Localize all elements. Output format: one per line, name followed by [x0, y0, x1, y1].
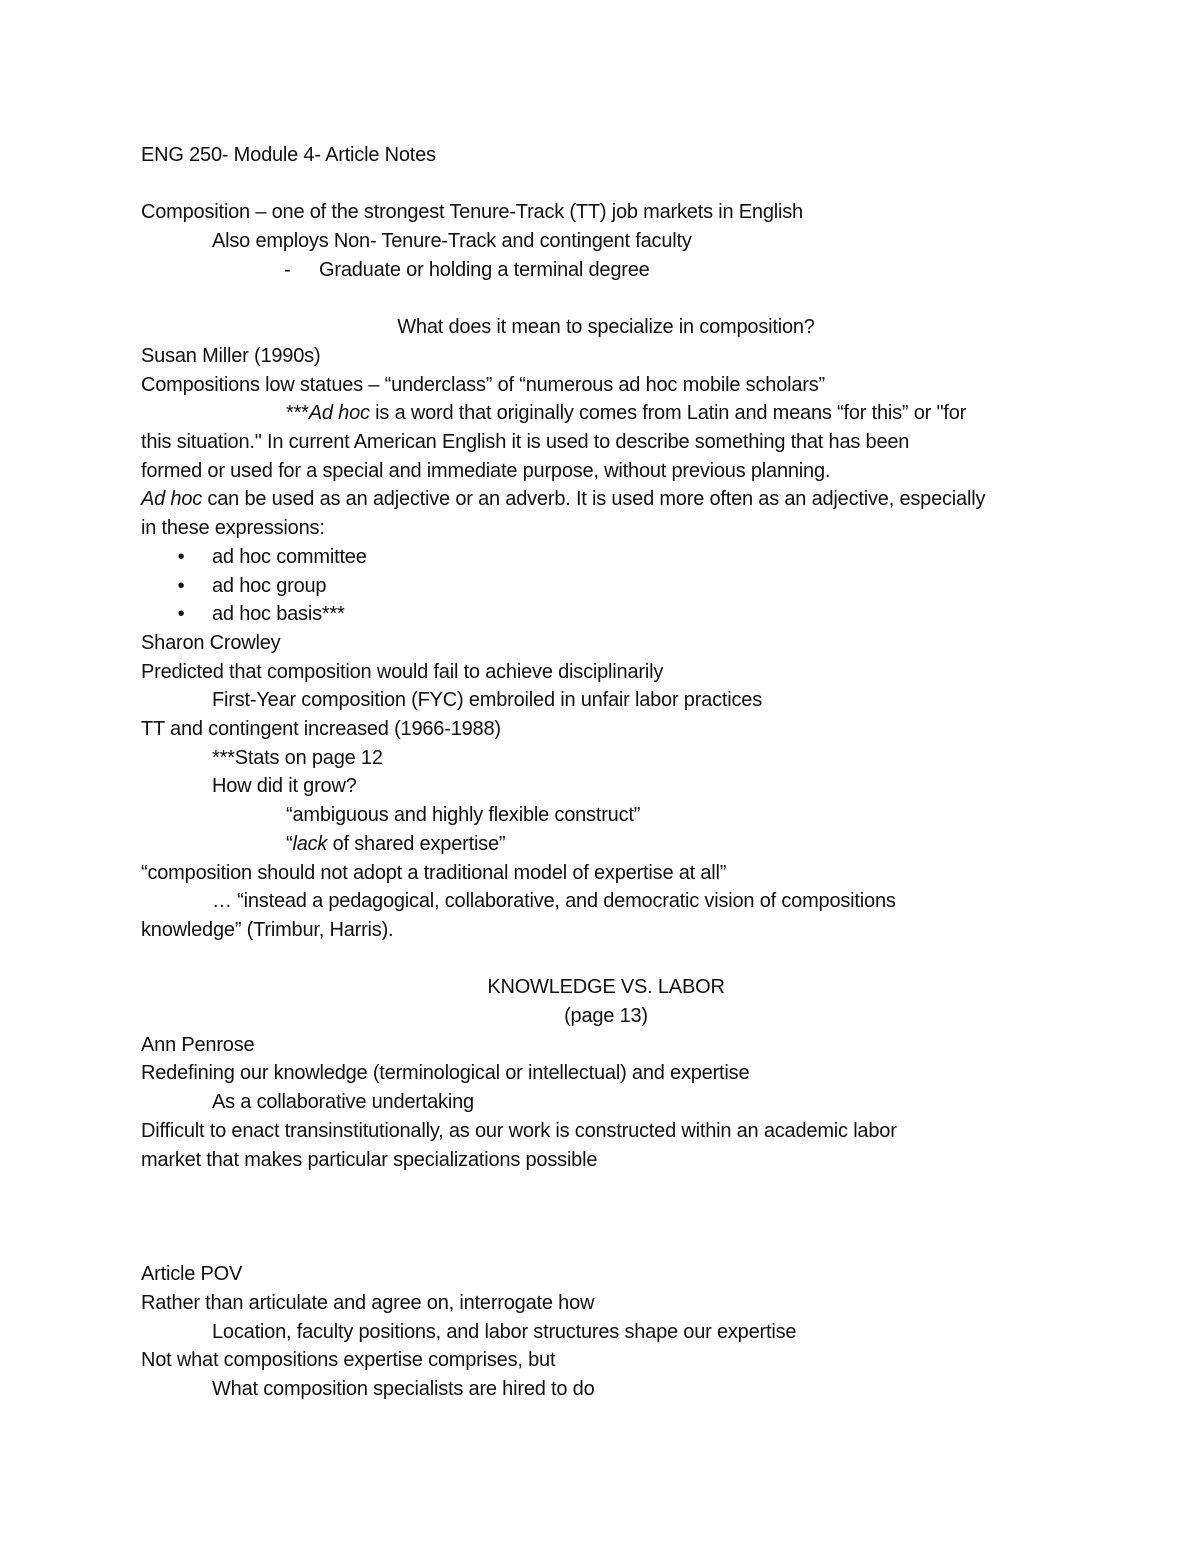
document-title: ENG 250- Module 4- Article Notes	[141, 144, 436, 166]
miller-statement: Compositions low statues – “underclass” of “numerous ad hoc mobile scholars”	[141, 373, 825, 396]
blank-line	[141, 1203, 1071, 1232]
crowley-quote4-line1: … “instead a pedagogical, collaborative, and democratic vision of compositions	[212, 890, 896, 913]
quote-open: “	[286, 832, 293, 855]
usage-text: can be used as an adjective or an adverb. It is used more often as an adjective, especially	[202, 488, 986, 511]
crowley-quote4-line2: knowledge” (Trimbur, Harris).	[141, 918, 394, 941]
list-item	[171, 600, 1071, 629]
pov-heading: Article POV	[141, 1263, 243, 1286]
document-body	[141, 141, 1071, 1404]
crowley-prediction: Predicted that composition would fail to achieve disciplinarily	[141, 660, 664, 683]
crowley-growth-question: How did it grow?	[212, 775, 357, 798]
definition-term: Ad hoc	[308, 402, 370, 425]
dash-list-item	[141, 256, 1071, 285]
pov-line2: Location, faculty positions, and labor structures shape our expertise	[212, 1320, 797, 1343]
usage-term: Ad hoc	[141, 488, 203, 511]
bullet-icon: •	[177, 574, 185, 597]
blank-line	[141, 285, 1071, 314]
adhoc-definition-line1	[141, 399, 1071, 428]
blank-line	[141, 1232, 1071, 1261]
crowley-increase: TT and contingent increased (1966-1988)	[141, 718, 501, 741]
penrose-name: Ann Penrose	[141, 1033, 255, 1056]
pov-line3: Not what compositions expertise comprises, but	[141, 1349, 556, 1372]
penrose-line3: Difficult to enact transinstitutionally, as our work is constructed within an academic labor	[141, 1119, 897, 1142]
bullet-icon: •	[177, 545, 185, 568]
adhoc-definition-line3: formed or used for a special and immediate purpose, without previous planning.	[141, 459, 831, 482]
penrose-line4: market that makes particular specializations possible	[141, 1148, 598, 1171]
crowley-quote1: “ambiguous and highly flexible construct”	[286, 804, 641, 827]
definition-prefix: ***	[286, 402, 309, 425]
section-heading: KNOWLEDGE VS. LABOR	[487, 976, 725, 999]
definition-text: is a word that originally comes from Latin and means “for this” or "for	[369, 402, 967, 425]
intro-subline: Also employs Non- Tenure-Track and contingent faculty	[212, 230, 692, 253]
blank-line	[141, 170, 1071, 199]
adhoc-usage-line2: in these expressions:	[141, 517, 325, 540]
crowley-stats: ***Stats on page 12	[212, 746, 383, 769]
pov-line4: What composition specialists are hired to do	[212, 1378, 595, 1401]
penrose-line2: As a collaborative undertaking	[212, 1091, 474, 1114]
bullet-icon: •	[177, 603, 185, 626]
crowley-quote2	[141, 830, 1071, 859]
quote-term: lack	[292, 832, 328, 855]
blank-line	[141, 945, 1071, 974]
dash-marker: -	[284, 258, 291, 281]
list-item-text: ad hoc basis***	[212, 603, 345, 626]
quote-text: of shared expertise”	[327, 832, 506, 855]
blank-line	[141, 1174, 1071, 1203]
miller-name: Susan Miller (1990s)	[141, 344, 321, 367]
penrose-line1: Redefining our knowledge (terminological or intellectual) and expertise	[141, 1062, 750, 1085]
list-item	[171, 543, 1071, 572]
adhoc-definition-line2: this situation." In current American English it is used to describe something that has been	[141, 431, 910, 453]
adhoc-usage-line1	[141, 485, 1071, 514]
dash-item-text: Graduate or holding a terminal degree	[319, 258, 650, 281]
section-page-ref: (page 13)	[564, 1005, 648, 1028]
intro-line: Composition – one of the strongest Tenure-Track (TT) job markets in English	[141, 201, 803, 224]
list-item	[171, 572, 1071, 601]
crowley-name: Sharon Crowley	[141, 631, 281, 654]
adhoc-expression-list	[141, 543, 1071, 629]
pov-line1: Rather than articulate and agree on, interrogate how	[141, 1292, 595, 1315]
question-heading: What does it mean to specialize in composition?	[397, 316, 815, 339]
crowley-quote3: “composition should not adopt a traditional model of expertise at all”	[141, 861, 727, 884]
crowley-fyc: First-Year composition (FYC) embroiled in unfair labor practices	[212, 689, 763, 712]
list-item-text: ad hoc group	[212, 574, 327, 597]
list-item-text: ad hoc committee	[212, 545, 367, 568]
